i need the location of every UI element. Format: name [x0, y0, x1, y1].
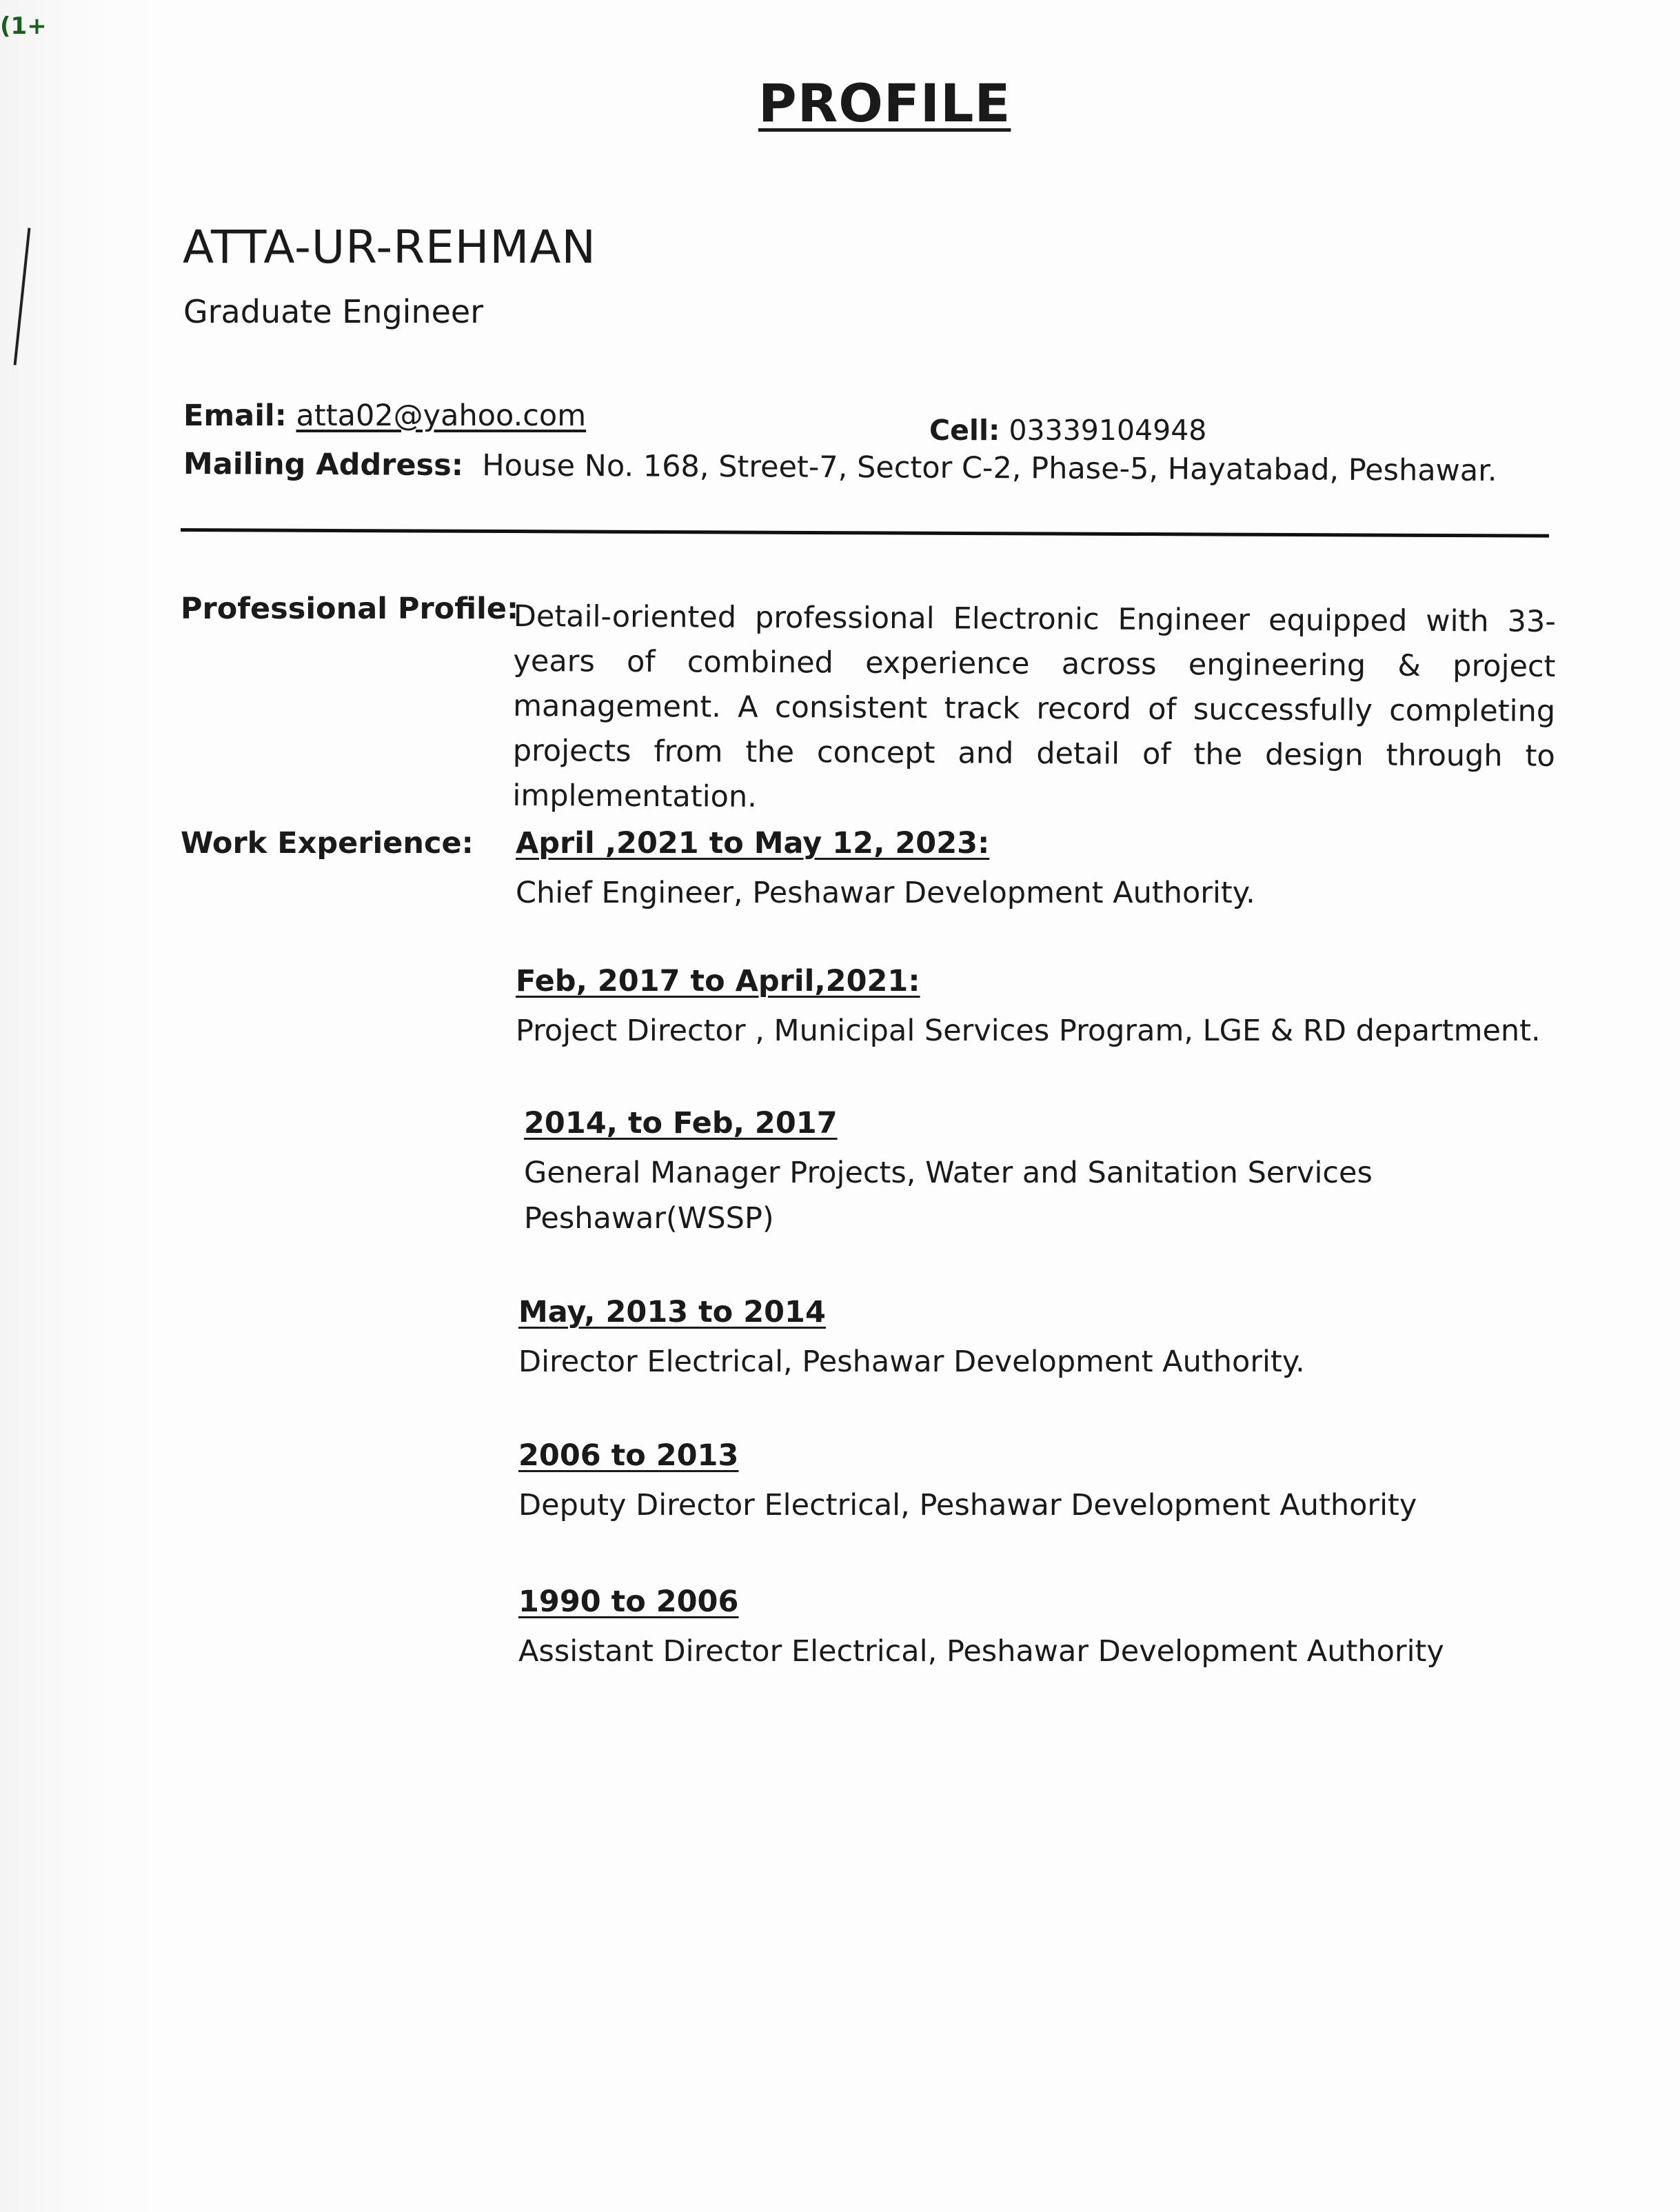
experience-date: 2014, to Feb, 2017	[524, 1106, 838, 1140]
address-label: Mailing Address:	[183, 447, 464, 483]
experience-role: Assistant Director Electrical, Peshawar Development Authority	[518, 1634, 1444, 1669]
experience-entry	[524, 1106, 1379, 1241]
cell-label: Cell:	[929, 414, 1000, 447]
person-name: ATTA-UR-REHMAN	[183, 221, 596, 274]
experience-entry	[518, 1295, 1552, 1385]
address-row	[183, 447, 1497, 488]
experience-date: Feb, 2017 to April,2021:	[516, 964, 920, 998]
experience-entry	[518, 1585, 1552, 1674]
experience-role: Deputy Director Electrical, Peshawar Development Authority	[518, 1488, 1417, 1522]
experience-role: Chief Engineer, Peshawar Development Authority.	[516, 876, 1255, 910]
designation: Graduate Engineer	[183, 293, 484, 330]
work-experience-label: Work Experience:	[181, 826, 474, 861]
experience-role: Director Electrical, Peshawar Development Authority.	[518, 1345, 1305, 1379]
experience-date: 2006 to 2013	[518, 1438, 739, 1473]
experience-entry	[518, 1438, 1552, 1528]
cell-row	[929, 414, 1206, 447]
divider-line	[181, 528, 1549, 538]
experience-date: May, 2013 to 2014	[518, 1295, 826, 1329]
experience-date: 1990 to 2006	[518, 1585, 739, 1619]
experience-role: General Manager Projects, Water and Sanitation Services Peshawar(WSSP)	[524, 1156, 1373, 1236]
address-value: House No. 168, Street-7, Sector C-2, Phase-5, Hayatabad, Peshawar.	[482, 448, 1497, 488]
email-row	[183, 399, 586, 433]
experience-role: Project Director , Municipal Services Program, LGE & RD department.	[516, 1014, 1541, 1048]
scan-shadow	[0, 0, 159, 2212]
email-link[interactable]: atta02@yahoo.com	[296, 399, 587, 433]
experience-entry	[516, 964, 1550, 1054]
experience-date: April ,2021 to May 12, 2023:	[516, 826, 990, 861]
corner-mark: (1+	[0, 12, 47, 40]
cell-number: 03339104948	[1009, 414, 1207, 447]
professional-profile-label: Professional Profile:	[181, 592, 519, 626]
experience-entry	[516, 826, 1550, 916]
email-label: Email:	[183, 399, 287, 433]
page-title: PROFILE	[758, 72, 1011, 134]
professional-profile-text: Detail-oriented professional Electronic Engineer equipped with 33-years of combined experience across engineering & project management. A consistent track record of successfully completing projects from the concept and detail of the design through to implementation.	[512, 599, 1556, 814]
